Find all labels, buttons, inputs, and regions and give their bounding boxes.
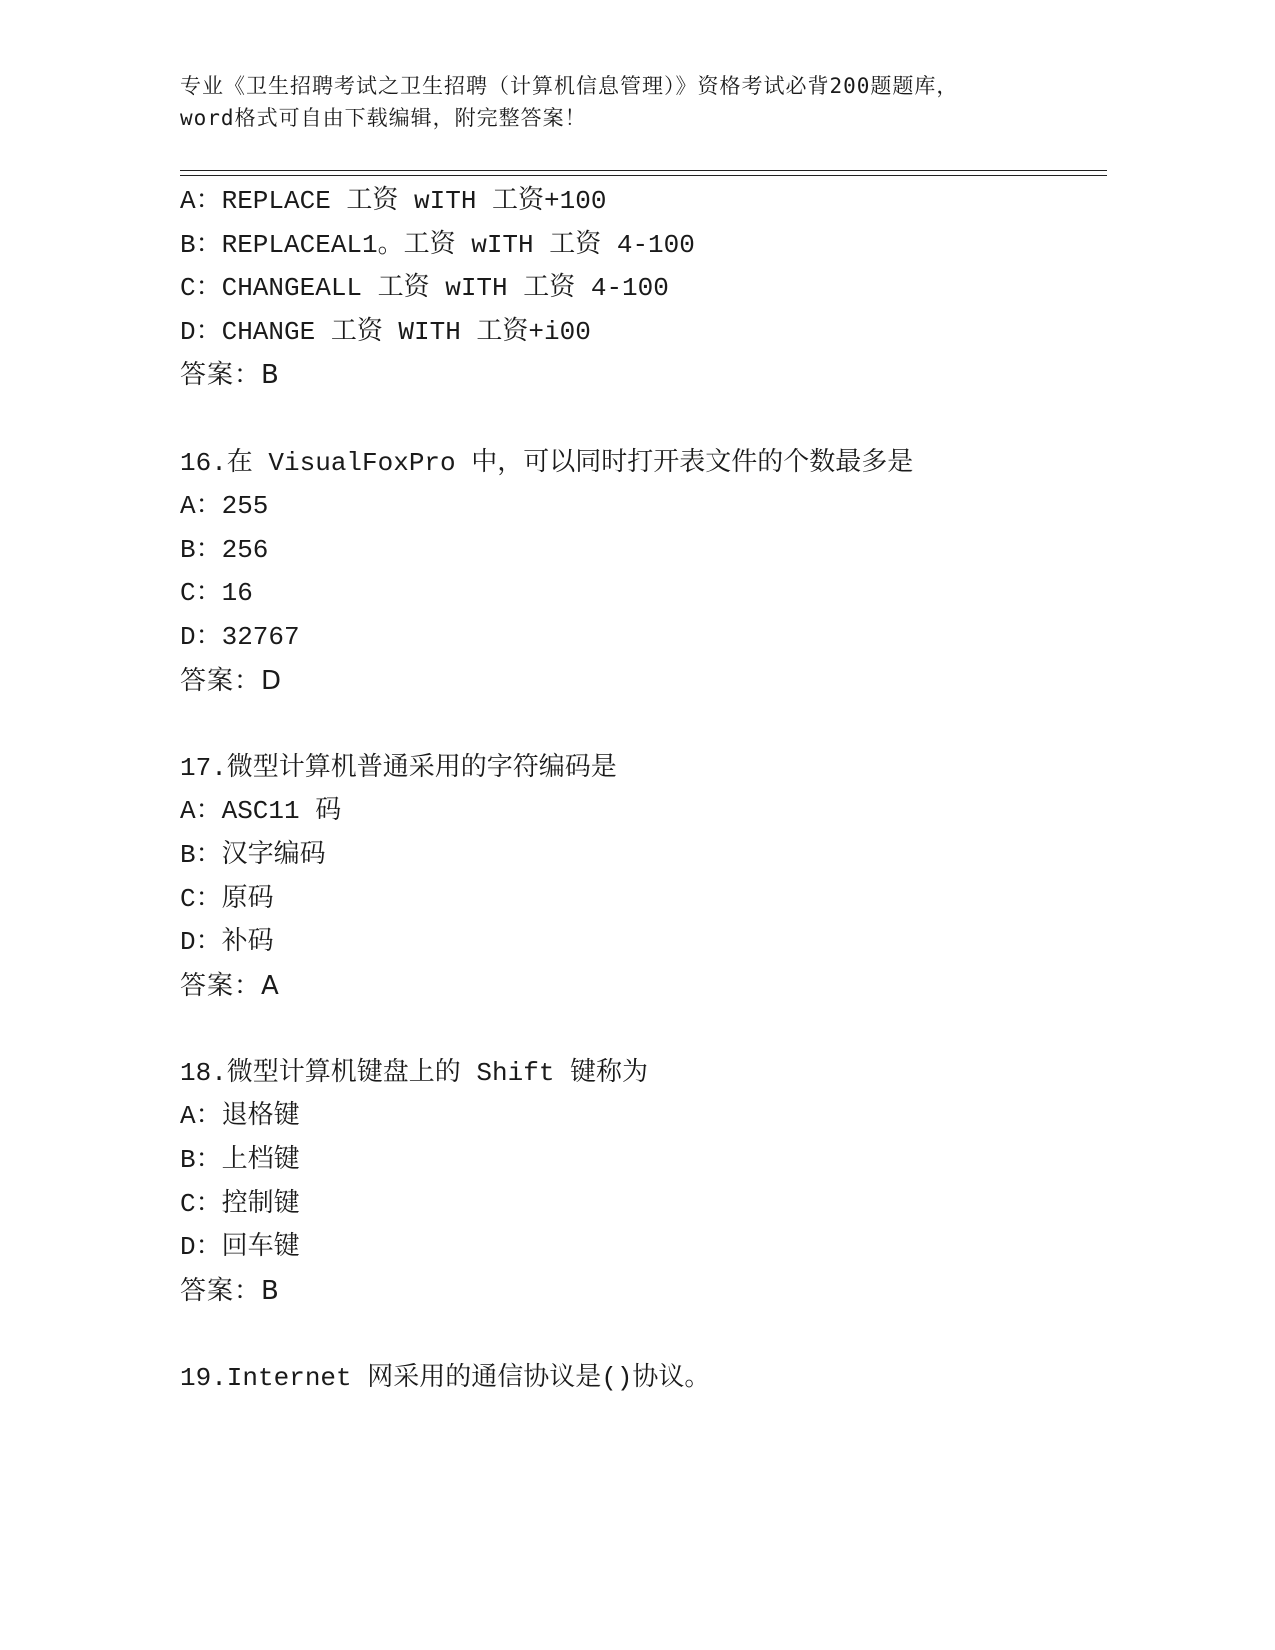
option-c: C：16 (180, 578, 253, 609)
question-title: 16.在 VisualFoxPro 中，可以同时打开表文件的个数最多是 (180, 447, 914, 478)
header-line-1: 专业《卫生招聘考试之卫生招聘（计算机信息管理）》资格考试必背200题题库， (180, 74, 959, 98)
option-c: C：CHANGEALL 工资 wITH 工资 4-100 (180, 273, 669, 304)
block-spacer (180, 398, 1107, 442)
option-a: A：ASC11 码 (180, 796, 342, 827)
option-b: B：汉字编码 (180, 839, 326, 870)
block-spacer (180, 703, 1107, 747)
option-d: D：CHANGE 工资 WITH 工资+i00 (180, 316, 591, 347)
question-block-18 (180, 1052, 1107, 1357)
answer-line: 答案：B (180, 1275, 280, 1306)
block-spacer (180, 1313, 1107, 1357)
header-divider-bottom (180, 175, 1107, 176)
header-line-2: word格式可自由下载编辑，附完整答案！ (180, 106, 587, 130)
option-c: C：原码 (180, 883, 274, 914)
option-d: D：回车键 (180, 1232, 300, 1263)
question-title: 17.微型计算机普通采用的字符编码是 (180, 752, 617, 783)
question-list (180, 180, 1107, 1401)
answer-line: 答案：A (180, 970, 280, 1001)
option-d: D：32767 (180, 621, 300, 652)
option-b: B：REPLACEAL1。工资 wITH 工资 4-100 (180, 229, 695, 260)
question-title: 19.Internet 网采用的通信协议是()协议。 (180, 1363, 711, 1394)
option-d: D：补码 (180, 927, 274, 958)
option-a: A：255 (180, 491, 269, 522)
question-title: 18.微型计算机键盘上的 Shift 键称为 (180, 1057, 649, 1088)
answer-line: 答案：D (180, 665, 283, 696)
option-b: B：上档键 (180, 1145, 300, 1176)
option-a: A：退格键 (180, 1101, 300, 1132)
answer-line: 答案：B (180, 360, 280, 391)
document-header (180, 70, 1080, 134)
question-block-19 (180, 1357, 1107, 1401)
question-block-16 (180, 442, 1107, 747)
option-a: A：REPLACE 工资 wITH 工资+100 (180, 186, 607, 216)
question-block-15 (180, 180, 1107, 442)
block-spacer (180, 1008, 1107, 1052)
question-block-17 (180, 747, 1107, 1052)
header-divider-top (180, 170, 1107, 171)
option-b: B：256 (180, 534, 269, 565)
option-c: C：控制键 (180, 1188, 300, 1219)
